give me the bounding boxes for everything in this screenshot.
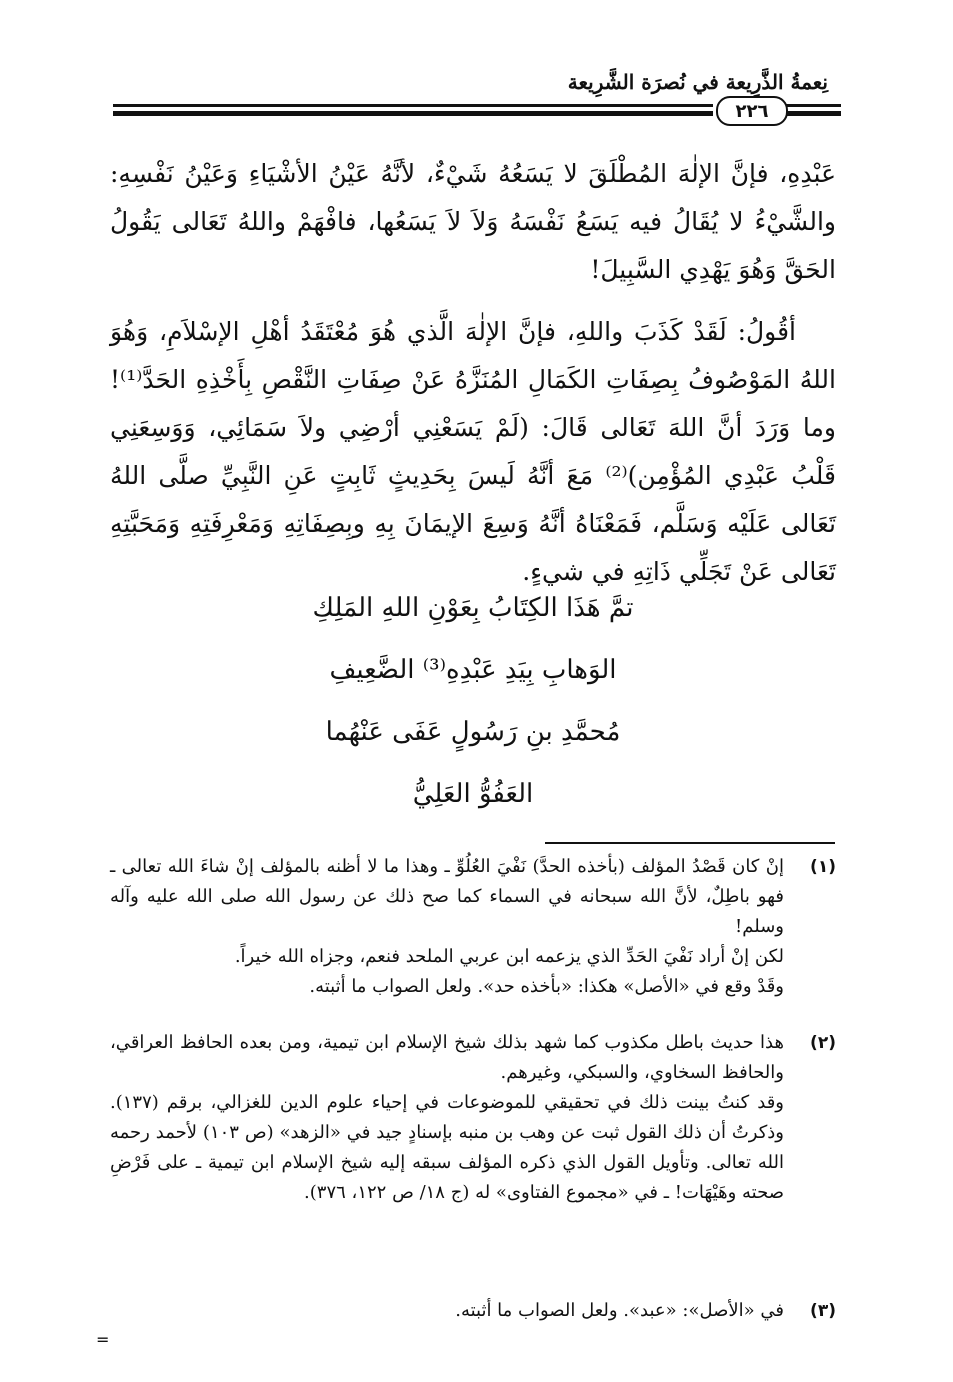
running-header-title: نِعمةُ الذَّرِيعة في نُصرَة الشَّرِيعة	[567, 70, 828, 94]
footnote-1-text: وقَدْ وقع في «الأصل» هكذا: «بأخذه حد». ولعل الصواب ما أثبته.	[309, 976, 784, 997]
colophon-line-2: الوَهابِ بِيَدِ عَبْدِهِ⁽³⁾ الضَّعِيفِ	[329, 655, 617, 685]
header-rule-top	[113, 104, 713, 107]
footnote-1-number: (١)	[810, 857, 836, 877]
footnote-separator	[545, 842, 835, 844]
colophon-line-1: تمَّ هَذَا الكِتَابُ بِعَوْنِ اللهِ المَلِكِ	[312, 593, 634, 623]
header-rule-bottom	[113, 111, 713, 116]
footnote-2-number: (٢)	[810, 1033, 836, 1053]
page-number: ٢٢٦	[716, 96, 788, 126]
footnote-2-text: وقد كنتُ بينت ذلك في تحقيقي للموضوعات في إحياء علوم الدين للغزالي، برقم (١٣٧). وذكرتُ أن ذلك القول ثبت عن وهب بن منبه بإسنادٍ جيد في «الزهد» (ص ١٠٣) لأحمد رحمه الله تعالى. وتأويل القول الذي ذكره المؤلف سبقه إليه شيخ الإسلام ابن تيمية ـ على فَرْضِ صحته وهَيْهَات! ـ في «مجموع الفتاوى» له (ج ١٨/ ص ١٢٢، ٣٧٦).	[110, 1092, 784, 1203]
footnote-2	[110, 1028, 836, 1208]
footnote-3-text: في «الأصل»: «عبد». ولعل الصواب ما أثبته.	[455, 1300, 784, 1321]
body-text	[110, 150, 836, 596]
paragraph-1: عَبْدِهِ، فإنَّ الإلٰهَ المُطْلَقَ لا يَسَعُهُ شَيْءٌ، لأنَّهُ عَيْنُ الأشْيَاءِ وَعَيْنُ نَفْسِهِ: والشَّيْءُ لا يُقَالُ فيه يَسَعُ نَفْسَهُ وَلاَ لاَ يَسَعُها، فافْهَمْ واللهُ تَعَالى يَقُولُ الحَقَّ وَهُوَ يَهْدِي السَّبِيلَ!	[110, 159, 836, 284]
paragraph-2: أقُولُ: لَقَدْ كَذَبَ واللهِ، فإنَّ الإلٰهَ الَّذي هُوَ مُعْتَقَدُ أهْلِ الإسْلاَمِ، وَهُوَ اللهُ المَوْصُوفُ بِصِفَاتِ الكَمَالِ المُنَزَّهُ عَنْ صِفَاتِ النَّقْصِ بِأَخْذِهِ الحَدَّ⁽¹⁾! وما وَرَدَ أنَّ اللهَ تَعَالى قَالَ: (لَمْ يَسَعْنِي أرْضِي ولاَ سَمَائِي، وَوَسِعَنِي قَلْبُ عَبْدِي المُؤْمِن)⁽²⁾ مَعَ أنَّهُ لَيسَ بِحَدِيثٍ ثَابِتٍ عَنِ النَّبِيِّ صلَّى اللهُ تَعَالى عَلَيْه وَسَلَّم، فَمَعْنَاهُ أنَّهُ وَسِعَ الإيمَانَ بِهِ وبِصِفَاتِهِ وَمَعْرِفَتِهِ وَمَحَبَّتِهِ تَعَالى عَنْ تَجَلِّي ذَاتِهِ في شيءٍ.	[110, 317, 836, 586]
footnote-1-text: إنْ كان قَصْدُ المؤلف (بأخذه الحدَّ) نَفْيَ العُلُوِّ ـ وهذا ما لا أظنه بالمؤلف إنْ شاءَ الله تعالى ـ فهو باطِلٌ، لأنَّ الله سبحانه في السماء كما صح ذلك عن رسول الله صلى الله عليه وآله وسلم!	[110, 856, 784, 937]
header-rule-right-top	[785, 104, 841, 107]
header-rule-right-bottom	[785, 111, 841, 116]
colophon-line-4: العَفُوُّ العَلِيُّ	[412, 779, 534, 809]
continuation-mark: =	[96, 1330, 110, 1349]
footnote-3	[110, 1296, 836, 1326]
footnote-1-text: لكن إنْ أراد نَفْيَ الحَدِّ الذي يزعمه ابن عربي الملحد فنعم، وجزاه الله خيراً.	[234, 946, 784, 967]
footnote-3-number: (٣)	[810, 1301, 836, 1321]
footnote-1	[110, 852, 836, 1002]
colophon-line-3: مُحمَّدِ بنِ رَسُولٍ عَفَى عَنْهُما	[325, 717, 621, 747]
footnote-2-text: هذا حديث باطل مكذوب كما شهد بذلك شيخ الإسلام ابن تيمية، ومن بعده الحافظ العراقي، والحافظ السخاوي، والسبكي، وغيرهم.	[110, 1032, 784, 1083]
